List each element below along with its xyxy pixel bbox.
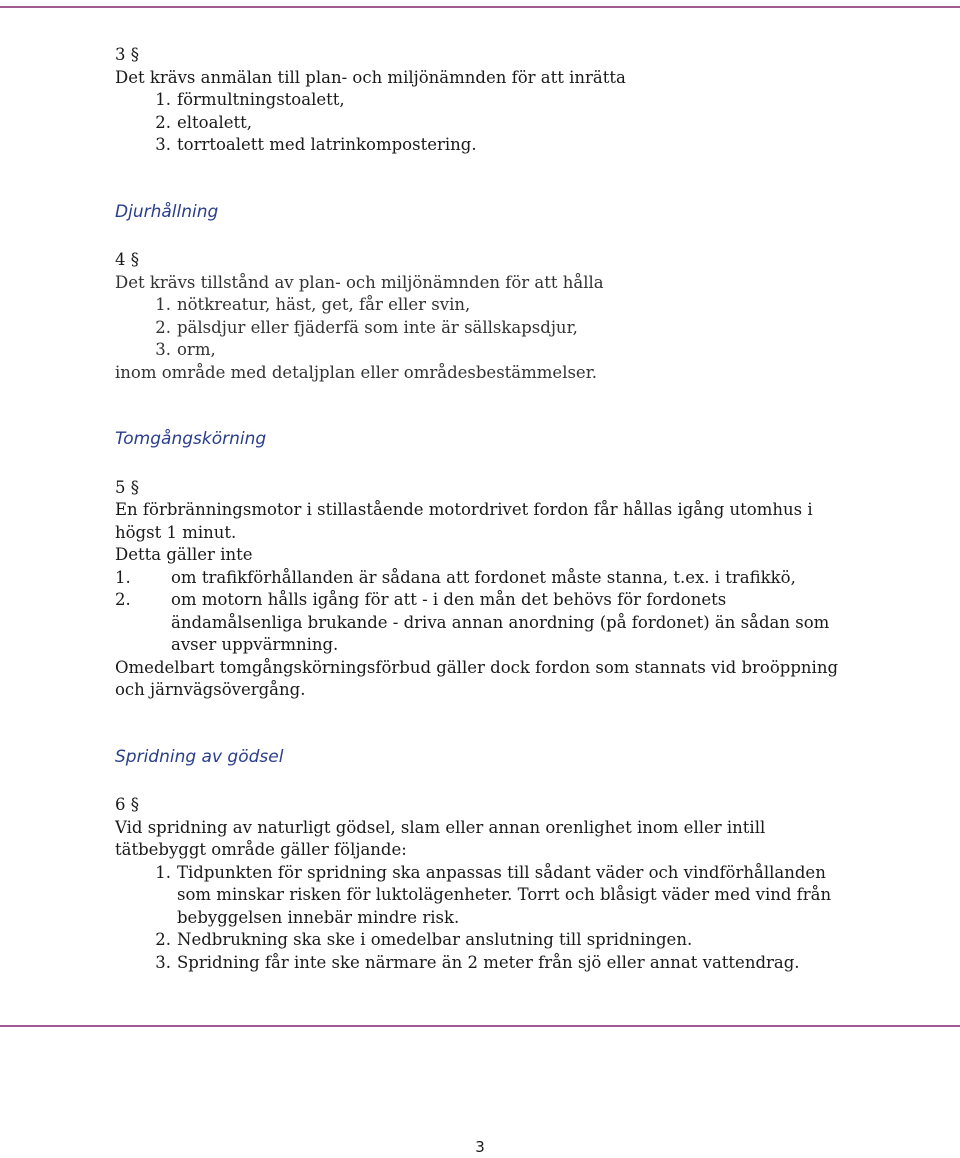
section-heading: Spridning av gödsel — [115, 746, 284, 767]
section-4 — [115, 201, 845, 385]
list-item: 1. nötkreatur, häst, get, får eller svin, — [155, 295, 471, 314]
numbered-list — [115, 862, 845, 975]
list-item: 3. Spridning får inte ske närmare än 2 meter från sjö eller annat vattendrag. — [155, 952, 800, 972]
list-item: 2. pälsdjur eller fjäderfä som inte är sällskapsdjur, — [155, 317, 578, 337]
list-item: 2. om motorn hålls igång för att - i den mån det behövs för fordonets ändamålsenliga brukande - driva annan anordning (på fordonet) än sådan som avser uppvärmning. — [115, 590, 830, 654]
list-item: 2. Nedbrukning ska ske i omedelbar anslutning till spridningen. — [155, 930, 693, 949]
list-item: 3. torrtoalett med latrinkompostering. — [155, 135, 477, 154]
list-item: 2. eltoalett, — [155, 112, 252, 132]
section-6 — [115, 746, 845, 975]
section-number: 4 § — [115, 250, 139, 269]
section-outro: inom område med detaljplan eller områdesbestämmelser. — [115, 362, 598, 382]
document-body — [115, 44, 845, 974]
numbered-list — [115, 89, 845, 157]
section-outro: Omedelbart tomgångskörningsförbud gäller dock fordon som stannats vid broöppning och järnvägsövergång. — [115, 657, 839, 699]
numbered-list — [115, 294, 845, 362]
section-number: 5 § — [115, 477, 139, 497]
top-divider — [0, 6, 960, 8]
section-5 — [115, 428, 845, 702]
section-number: 6 § — [115, 795, 139, 814]
section-intro: En förbränningsmotor i stillastående motordrivet fordon får hållas igång utomhus i högst 1 minut. — [115, 500, 813, 542]
list-item: 1. Tidpunkten för spridning ska anpassas till sådant väder och vindförhållanden som minskar risken för luktolägenheter. Torrt och blåsigt väder med vind från bebyggelsen innebär mindre risk. — [155, 862, 832, 927]
section-number: 3 § — [115, 45, 139, 64]
section-intro: Det krävs anmälan till plan- och miljönämnden för att inrätta — [115, 67, 626, 87]
section-intro-2: Detta gäller inte — [115, 545, 253, 564]
list-item: 1. förmultningstoalett, — [155, 90, 345, 109]
list-item: 1. om trafikförhållanden är sådana att fordonet måste stanna, t.ex. i trafikkö, — [115, 567, 796, 587]
section-3 — [115, 44, 845, 157]
section-heading: Tomgångskörning — [115, 429, 267, 449]
section-heading: Djurhållning — [115, 201, 219, 222]
page-number: 3 — [475, 1138, 485, 1156]
numbered-list — [115, 567, 845, 657]
section-intro: Det krävs tillstånd av plan- och miljönämnden för att hålla — [115, 272, 604, 292]
bottom-divider — [0, 1025, 960, 1027]
list-item: 3. orm, — [155, 340, 216, 359]
section-intro: Vid spridning av naturligt gödsel, slam eller annan orenlighet inom eller intill tätbebyggt område gäller följande: — [115, 817, 766, 859]
